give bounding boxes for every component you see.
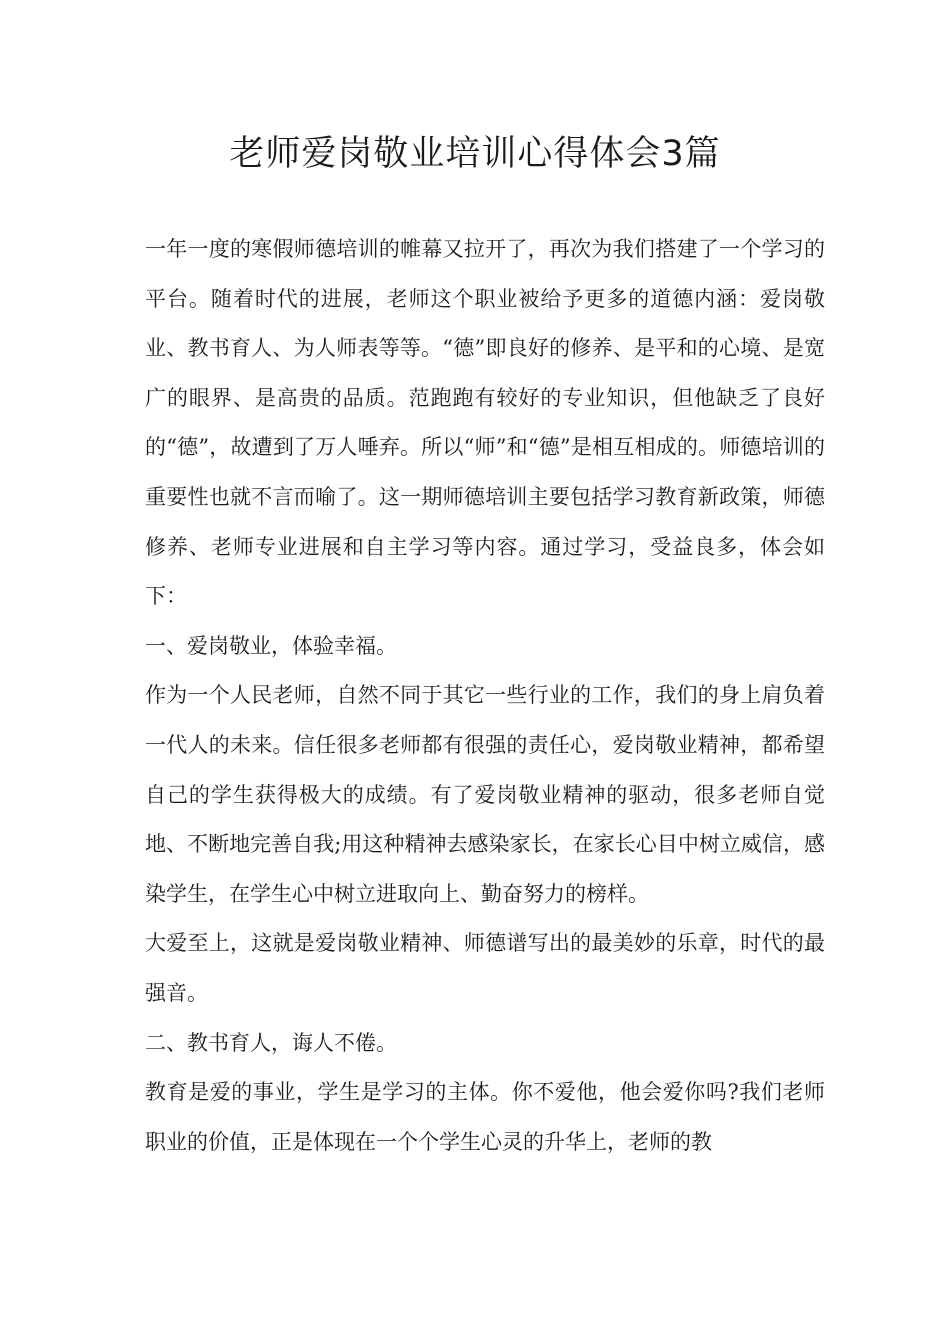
paragraph: 大爱至上，这就是爱岗敬业精神、师德谱写出的最美妙的乐章，时代的最强音。 — [145, 931, 825, 1005]
paragraph-intro: 一年一度的寒假师德培训的帷幕又拉开了，再次为我们搭建了一个学习的平台。随着时代的进展，老师这个职业被给予更多的道德内涵：爱岗敬业、教书育人、为人师表等等。“德”即良好的修养、是平和的心境、是宽广的眼界、是高贵的品质。范跑跑有较好的专业知识，但他缺乏了良好的“德”，故遭到了万人唾弃。所以“师”和“德”是相互相成的。师德培训的重要性也就不言而喻了。这一期师德培训主要包括学习教育新政策，师德修养、老师专业进展和自主学习等内容。通过学习，受益良多，体会如下： — [145, 237, 825, 609]
document-title: 老师爱岗敬业培训心得体会3篇 — [229, 134, 721, 174]
paragraph: 教育是爱的事业，学生是学习的主体。你不爱他，他会爱你吗?我们老师职业的价值，正是体现在一个个学生心灵的升华上，老师的教 — [145, 1080, 825, 1154]
section-heading-1: 一、爱岗敬业，体验幸福。 — [145, 633, 397, 658]
paragraph: 作为一个人民老师，自然不同于其它一些行业的工作，我们的身上肩负着一代人的未来。信任很多老师都有很强的责任心，爱岗敬业精神，都希望自己的学生获得极大的成绩。有了爱岗敬业精神的驱动，很多老师自觉地、不断地完善自我;用这种精神去感染家长，在家长心目中树立威信，感染学生，在学生心中树立进取向上、勤奋努力的榜样。 — [145, 683, 825, 906]
document-body — [145, 225, 825, 1167]
section-heading-2: 二、教书育人，诲人不倦。 — [145, 1030, 397, 1055]
